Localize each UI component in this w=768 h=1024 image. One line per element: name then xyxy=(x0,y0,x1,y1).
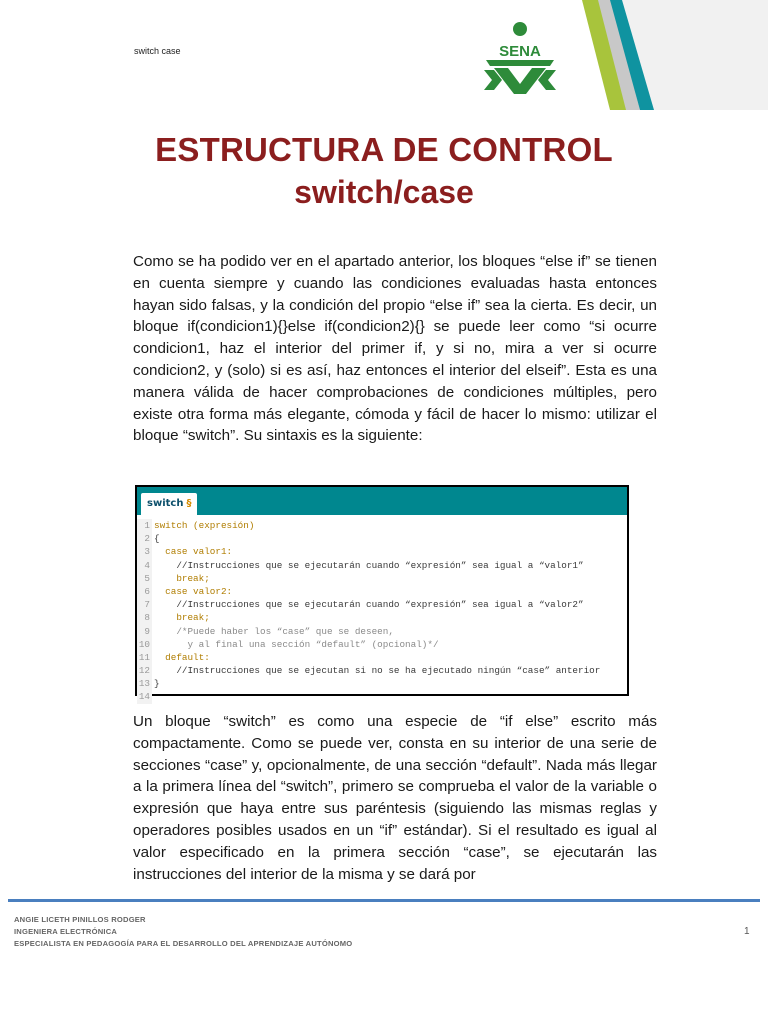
code-line-number: 3 xyxy=(137,545,152,558)
footer-specialty: ESPECIALISTA EN PEDAGOGÍA PARA EL DESARROLLO DEL APRENDIZAJE AUTÓNOMO xyxy=(14,939,353,948)
page-title xyxy=(100,130,668,212)
code-line xyxy=(137,611,627,624)
code-line-number: 11 xyxy=(138,651,150,663)
footer-degree: INGENIERA ELECTRÓNICA xyxy=(14,927,118,936)
code-tab-mark: § xyxy=(186,498,192,509)
code-line-text: { xyxy=(154,533,160,545)
title-line-1: ESTRUCTURA DE CONTROL xyxy=(155,131,613,168)
code-line xyxy=(137,677,627,690)
code-line xyxy=(137,519,627,532)
code-body xyxy=(137,515,627,704)
code-line-number: 1 xyxy=(137,519,152,532)
sena-logo xyxy=(480,18,560,98)
code-line-text: //Instrucciones que se ejecutarán cuando “expresión” sea igual a “valor2” xyxy=(154,599,584,611)
page-number: 1 xyxy=(744,926,750,937)
code-line xyxy=(137,585,627,598)
footer xyxy=(14,914,352,950)
code-line-text: break; xyxy=(154,612,210,624)
code-line-text: case valor1: xyxy=(154,546,233,558)
code-line-text xyxy=(152,690,154,703)
code-line-number: 10 xyxy=(138,638,150,650)
code-line xyxy=(137,598,627,611)
code-tab-label: switch xyxy=(147,498,184,509)
code-tab[interactable] xyxy=(141,493,197,515)
code-line-text: /*Puede haber los “case” que se deseen, xyxy=(154,625,394,637)
code-line-text: case valor2: xyxy=(154,585,233,597)
code-snippet xyxy=(135,485,629,703)
sena-logo-text: SENA xyxy=(499,43,541,60)
code-line-number: 9 xyxy=(137,625,152,638)
footer-author: ANGIE LICETH PINILLOS RODGER xyxy=(14,915,146,924)
code-line-text: switch (expresión) xyxy=(154,520,255,531)
code-line-number: 2 xyxy=(137,532,152,545)
code-line-text: break; xyxy=(154,572,210,584)
code-line-number: 6 xyxy=(137,585,152,598)
paragraph-intro: Como se ha podido ver en el apartado anterior, los bloques “else if” se tienen en cuenta siempre y cuando las condiciones evaluadas hasta entonces hayan sido falsas, y la condición del propio “else if” sea la cierta. Es decir, un bloque if(condicion1){}else if(condicion2){} se puede leer como “si ocurre condicion1, haz el interior del primer if, y si no, mira a ver si ocurre condicion2, y (solo) si es así, haz entonces el interior del elseif”. Esta es una manera válida de hacer comprobaciones de condiciones múltiples, pero existe otra forma más elegante, cómoda y fácil de hacer lo mismo: utilizar el bloque “switch”. Su sintaxis es la siguiente: xyxy=(133,253,657,445)
code-line-number: 5 xyxy=(137,572,152,585)
decorative-stripes xyxy=(560,0,768,110)
code-line xyxy=(137,638,627,651)
code-line-text: } xyxy=(154,678,160,690)
code-line xyxy=(137,559,627,572)
code-line xyxy=(137,690,627,703)
code-line-text: //Instrucciones que se ejecutan si no se ha ejecutado ningún “case” anterior xyxy=(154,665,601,677)
paragraph-explanation: Un bloque “switch” es como una especie de “if else” escrito más compactamente. Como se puede ver, consta en su interior de una serie de secciones “case” y, opcionalmente, de una sección “default”. Nada más llegar a la primera línea del “switch”, primero se comprueba el valor de la variable o expresión que haya entre sus paréntesis (siguiendo las mismas reglas y operadores posibles usados en un “if” estándar). Si el resultado es igual al valor especificado en la primera sección “case”, se ejecutarán las instrucciones del interior de la misma y se dará por xyxy=(133,713,657,883)
code-line xyxy=(137,625,627,638)
header-label: switch case xyxy=(134,46,181,56)
title-line-2: switch/case xyxy=(294,174,474,210)
code-line-text: default: xyxy=(154,651,210,663)
code-line xyxy=(137,572,627,585)
code-line xyxy=(137,651,627,664)
code-line xyxy=(137,532,627,545)
code-line-number: 14 xyxy=(138,691,150,703)
code-line-number: 8 xyxy=(137,611,152,624)
footer-divider xyxy=(8,899,760,902)
code-tab-bar xyxy=(137,487,627,515)
code-line-text: y al final una sección “default” (opcional)*/ xyxy=(154,638,439,650)
code-line-number: 4 xyxy=(137,559,152,572)
code-line xyxy=(137,545,627,558)
code-line-number: 13 xyxy=(138,678,150,690)
code-line-number: 12 xyxy=(138,665,150,677)
code-line-number: 7 xyxy=(137,598,152,611)
code-line xyxy=(137,664,627,677)
code-line-text: //Instrucciones que se ejecutarán cuando “expresión” sea igual a “valor1” xyxy=(154,559,584,571)
